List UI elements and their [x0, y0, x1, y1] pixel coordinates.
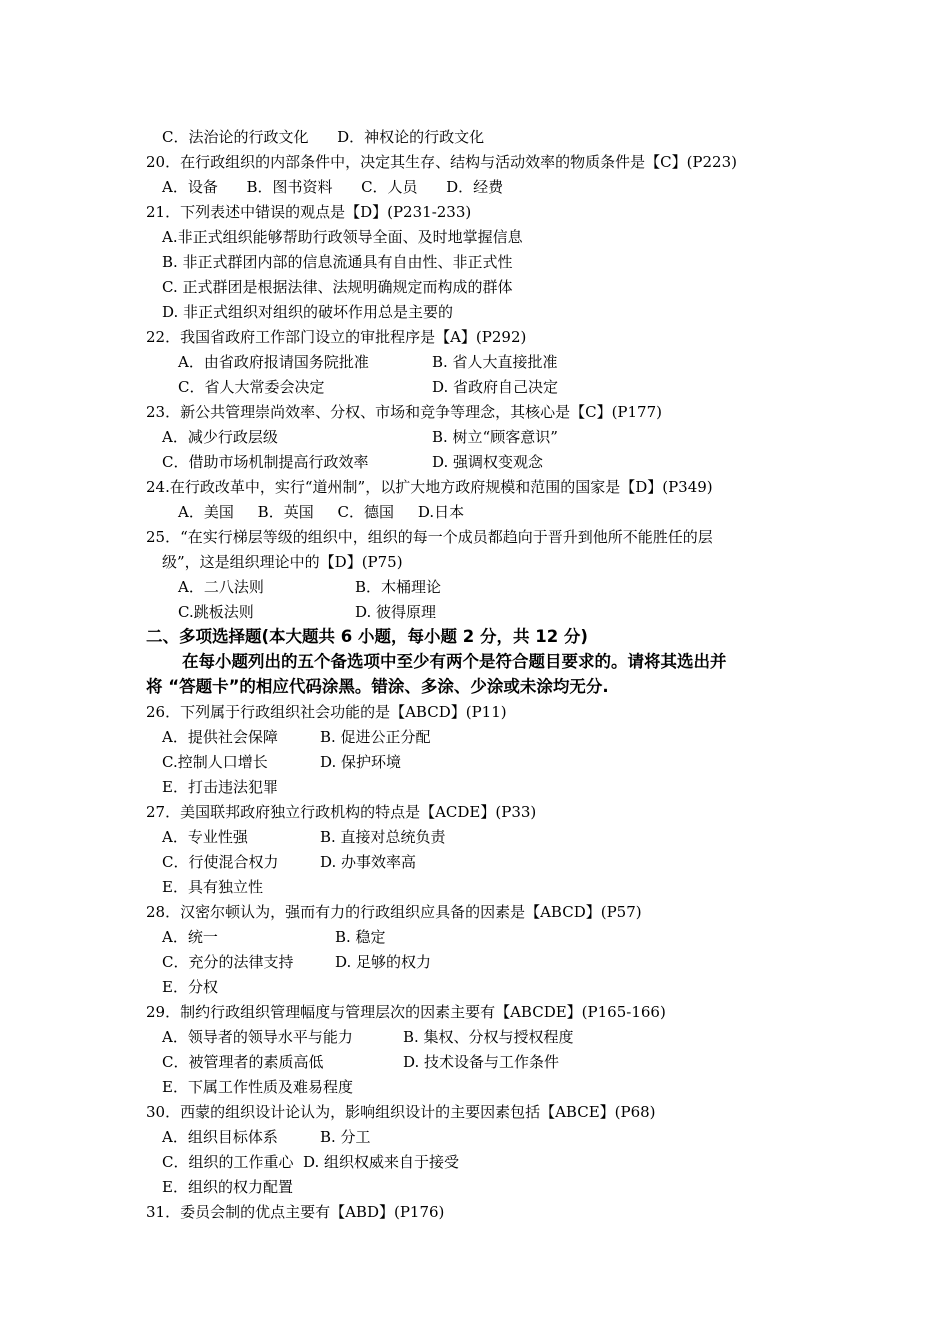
option-b: B. 集权、分权与授权程度 [403, 1028, 574, 1046]
question-27: 27．美国联邦政府独立行政机构的特点是【ACDE】(P33) [146, 803, 537, 821]
section-instructions-cont: 将 “答题卡”的相应代码涂黑。错涂、多涂、少涂或未涂均无分. [146, 677, 609, 696]
option-a: A．由省政府报请国务院批准 [178, 353, 369, 371]
option-line: A.非正式组织能够帮助行政领导全面、及时地掌握信息 [162, 228, 523, 246]
option-line: B. 非正式群团内部的信息流通具有自由性、非正式性 [162, 253, 513, 271]
option-d: D. 强调权变观念 [432, 453, 544, 471]
option-b: B. 促进公正分配 [320, 728, 431, 746]
option-d: D. 技术设备与工作条件 [403, 1053, 560, 1071]
option-d: D. 彼得原理 [355, 603, 437, 621]
option-a: A．组织目标体系 [162, 1128, 278, 1146]
option-c: C．被管理者的素质高低 [162, 1053, 324, 1071]
option-b: B. 分工 [320, 1128, 371, 1146]
option-c: C．充分的法律支持 [162, 953, 294, 971]
question-25-cont: 级”，这是组织理论中的【D】(P75) [162, 553, 403, 571]
option-a: A．减少行政层级 [162, 428, 278, 446]
option-b: B. 省人大直接批准 [432, 353, 558, 371]
option-b: B．木桶理论 [355, 578, 442, 596]
question-24: 24.在行政改革中，实行“道州制”，以扩大地方政府规模和范围的国家是【D】(P349) [146, 478, 713, 496]
option-a: A．领导者的领导水平与能力 [162, 1028, 353, 1046]
option-c: C．行使混合权力 [162, 853, 279, 871]
question-31: 31．委员会制的优点主要有【ABD】(P176) [146, 1203, 445, 1221]
question-21: 21．下列表述中错误的观点是【D】(P231-233) [146, 203, 472, 221]
question-30: 30．西蒙的组织设计论认为，影响组织设计的主要因素包括【ABCE】(P68) [146, 1103, 656, 1121]
option-a: A．专业性强 [162, 828, 248, 846]
question-23: 23．新公共管理崇尚效率、分权、市场和竞争等理念，其核心是【C】(P177) [146, 403, 662, 421]
option-line: C. 正式群团是根据法律、法规明确规定而构成的群体 [162, 278, 513, 296]
option-e: E．下属工作性质及难易程度 [162, 1078, 353, 1096]
option-d: D. 保护环境 [320, 753, 402, 771]
option-b: B. 稳定 [335, 928, 386, 946]
option-d: D. 省政府自己决定 [432, 378, 559, 396]
option-line: C．法治论的行政文化 D．神权论的行政文化 [162, 128, 485, 146]
option-e: E．分权 [162, 978, 218, 996]
option-e: E．打击违法犯罪 [162, 778, 278, 796]
option-b: B. 树立“顾客意识” [432, 428, 558, 446]
option-line: D. 非正式组织对组织的破坏作用总是主要的 [162, 303, 454, 321]
question-26: 26．下列属于行政组织社会功能的是【ABCD】(P11) [146, 703, 507, 721]
option-d: D. 办事效率高 [320, 853, 417, 871]
question-29: 29．制约行政组织管理幅度与管理层次的因素主要有【ABCDE】(P165-166) [146, 1003, 666, 1021]
option-a: A．统一 [162, 928, 218, 946]
section-heading: 二、多项选择题(本大题共 6 小题，每小题 2 分，共 12 分) [146, 627, 588, 646]
option-a: A．提供社会保障 [162, 728, 278, 746]
option-line: A．美国 B．英国 C．德国 D.日本 [178, 503, 465, 521]
option-line: C．组织的工作重心 D. 组织权威来自于接受 [162, 1153, 460, 1171]
option-e: E．具有独立性 [162, 878, 263, 896]
option-a: A．二八法则 [178, 578, 264, 596]
option-d: D. 足够的权力 [335, 953, 432, 971]
option-c: C．省人大常委会决定 [178, 378, 325, 396]
option-e: E．组织的权力配置 [162, 1178, 293, 1196]
question-22: 22．我国省政府工作部门设立的审批程序是【A】(P292) [146, 328, 527, 346]
option-c: C．借助市场机制提高行政效率 [162, 453, 369, 471]
section-instructions: 在每小题列出的五个备选项中至少有两个是符合题目要求的。请将其选出并 [182, 652, 727, 671]
question-25: 25．“在实行梯层等级的组织中，组织的每一个成员都趋向于晋升到他所不能胜任的层 [146, 528, 713, 546]
option-line: A．设备 B．图书资料 C．人员 D．经费 [162, 178, 504, 196]
option-b: B. 直接对总统负责 [320, 828, 446, 846]
option-c: C.控制人口增长 [162, 753, 268, 771]
question-28: 28．汉密尔顿认为，强而有力的行政组织应具备的因素是【ABCD】(P57) [146, 903, 642, 921]
option-c: C.跳板法则 [178, 603, 254, 621]
question-20: 20．在行政组织的内部条件中，决定其生存、结构与活动效率的物质条件是【C】(P223) [146, 153, 737, 171]
